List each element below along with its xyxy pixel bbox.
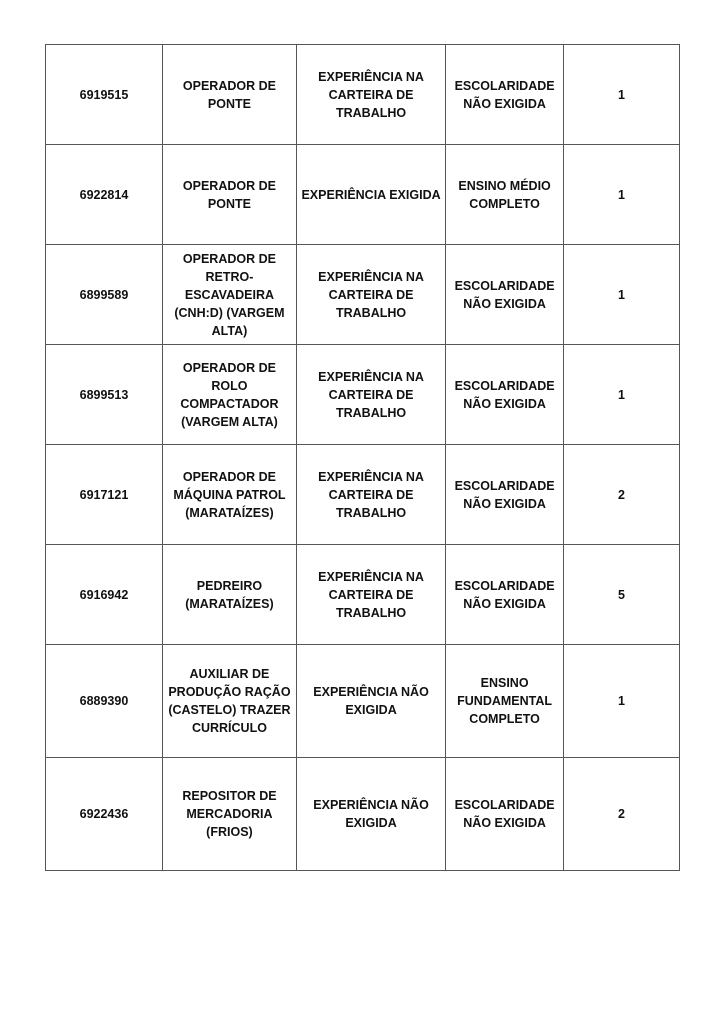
job-code: 6922814 — [46, 145, 163, 245]
experience-requirement: EXPERIÊNCIA NÃO EXIGIDA — [296, 758, 445, 871]
table-row — [46, 345, 680, 445]
table-row — [46, 245, 680, 345]
vacancy-count: 5 — [564, 545, 680, 645]
experience-requirement: EXPERIÊNCIA NA CARTEIRA DE TRABALHO — [296, 345, 445, 445]
job-code: 6916942 — [46, 545, 163, 645]
vacancy-count: 1 — [564, 345, 680, 445]
experience-requirement: EXPERIÊNCIA NA CARTEIRA DE TRABALHO — [296, 45, 445, 145]
job-listings-table — [45, 44, 680, 871]
job-title: OPERADOR DE PONTE — [162, 45, 296, 145]
table-row — [46, 445, 680, 545]
table-row — [46, 145, 680, 245]
vacancy-count: 1 — [564, 645, 680, 758]
education-requirement: ESCOLARIDADE NÃO EXIGIDA — [446, 345, 564, 445]
education-requirement: ENSINO FUNDAMENTAL COMPLETO — [446, 645, 564, 758]
education-requirement: ESCOLARIDADE NÃO EXIGIDA — [446, 45, 564, 145]
job-code: 6899589 — [46, 245, 163, 345]
education-requirement: ENSINO MÉDIO COMPLETO — [446, 145, 564, 245]
job-title: OPERADOR DE ROLO COMPACTADOR (VARGEM ALTA) — [162, 345, 296, 445]
vacancy-count: 2 — [564, 758, 680, 871]
vacancy-count: 1 — [564, 145, 680, 245]
job-code: 6922436 — [46, 758, 163, 871]
experience-requirement: EXPERIÊNCIA NA CARTEIRA DE TRABALHO — [296, 545, 445, 645]
experience-requirement: EXPERIÊNCIA NA CARTEIRA DE TRABALHO — [296, 245, 445, 345]
education-requirement: ESCOLARIDADE NÃO EXIGIDA — [446, 545, 564, 645]
table-row — [46, 545, 680, 645]
job-title: REPOSITOR DE MERCADORIA (FRIOS) — [162, 758, 296, 871]
table-row — [46, 645, 680, 758]
job-title: PEDREIRO (MARATAÍZES) — [162, 545, 296, 645]
job-code: 6917121 — [46, 445, 163, 545]
vacancy-count: 1 — [564, 245, 680, 345]
experience-requirement: EXPERIÊNCIA EXIGIDA — [296, 145, 445, 245]
experience-requirement: EXPERIÊNCIA NA CARTEIRA DE TRABALHO — [296, 445, 445, 545]
education-requirement: ESCOLARIDADE NÃO EXIGIDA — [446, 245, 564, 345]
experience-requirement: EXPERIÊNCIA NÃO EXIGIDA — [296, 645, 445, 758]
table-row — [46, 758, 680, 871]
vacancy-count: 2 — [564, 445, 680, 545]
job-code: 6919515 — [46, 45, 163, 145]
vacancy-count: 1 — [564, 45, 680, 145]
education-requirement: ESCOLARIDADE NÃO EXIGIDA — [446, 758, 564, 871]
job-code: 6889390 — [46, 645, 163, 758]
job-title: AUXILIAR DE PRODUÇÃO RAÇÃO (CASTELO) TRAZER CURRÍCULO — [162, 645, 296, 758]
education-requirement: ESCOLARIDADE NÃO EXIGIDA — [446, 445, 564, 545]
job-title: OPERADOR DE MÁQUINA PATROL (MARATAÍZES) — [162, 445, 296, 545]
job-title: OPERADOR DE PONTE — [162, 145, 296, 245]
table-row — [46, 45, 680, 145]
job-code: 6899513 — [46, 345, 163, 445]
job-title: OPERADOR DE RETRO- ESCAVADEIRA (CNH:D) (VARGEM ALTA) — [162, 245, 296, 345]
